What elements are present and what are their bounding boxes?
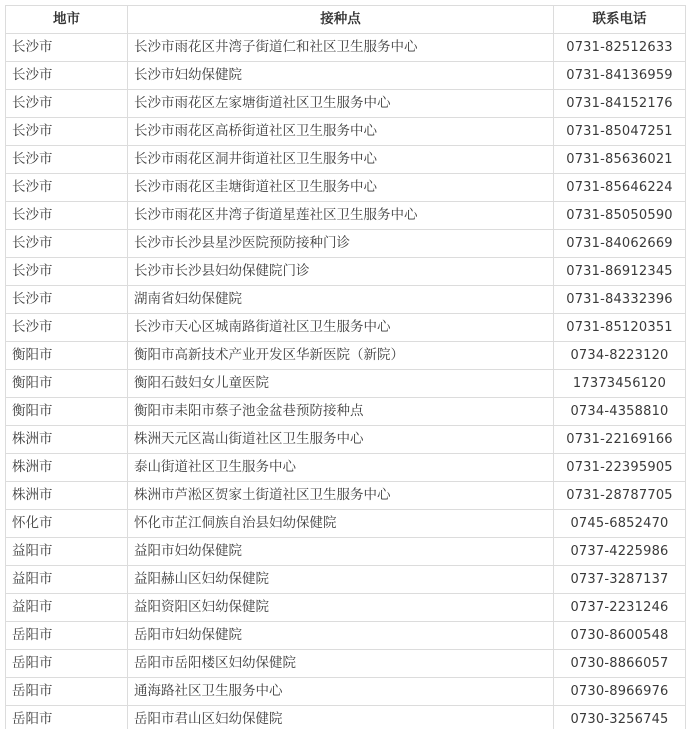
table-row: [6, 426, 686, 454]
cell-site: 长沙市雨花区高桥街道社区卫生服务中心: [128, 118, 554, 146]
cell-site: 株洲市芦淞区贺家土街道社区卫生服务中心: [128, 482, 554, 510]
cell-city: 长沙市: [6, 314, 128, 342]
table-row: [6, 174, 686, 202]
table-row: [6, 538, 686, 566]
table-row: [6, 202, 686, 230]
cell-city: 长沙市: [6, 34, 128, 62]
cell-city: 岳阳市: [6, 678, 128, 706]
cell-city: 株洲市: [6, 426, 128, 454]
cell-site: 益阳赫山区妇幼保健院: [128, 566, 554, 594]
cell-phone: 0737-4225986: [554, 538, 686, 566]
cell-city: 怀化市: [6, 510, 128, 538]
cell-site: 衡阳市耒阳市蔡子池金盆巷预防接种点: [128, 398, 554, 426]
cell-phone: 0731-85120351: [554, 314, 686, 342]
cell-site: 株洲天元区嵩山街道社区卫生服务中心: [128, 426, 554, 454]
cell-phone: 17373456120: [554, 370, 686, 398]
cell-site: 长沙市妇幼保健院: [128, 62, 554, 90]
column-header-phone: 联系电话: [554, 6, 686, 34]
cell-phone: 0731-22169166: [554, 426, 686, 454]
cell-site: 长沙市雨花区井湾子街道仁和社区卫生服务中心: [128, 34, 554, 62]
table-row: [6, 118, 686, 146]
table-row: [6, 314, 686, 342]
cell-city: 长沙市: [6, 174, 128, 202]
cell-phone: 0731-86912345: [554, 258, 686, 286]
table-row: [6, 90, 686, 118]
cell-phone: 0737-3287137: [554, 566, 686, 594]
table-row: [6, 370, 686, 398]
cell-phone: 0734-4358810: [554, 398, 686, 426]
cell-phone: 0730-8600548: [554, 622, 686, 650]
table-row: [6, 398, 686, 426]
cell-site: 岳阳市君山区妇幼保健院: [128, 706, 554, 729]
cell-city: 衡阳市: [6, 398, 128, 426]
cell-site: 益阳市妇幼保健院: [128, 538, 554, 566]
vaccination-sites-table: [5, 5, 686, 729]
cell-phone: 0730-3256745: [554, 706, 686, 729]
cell-city: 衡阳市: [6, 342, 128, 370]
table-row: [6, 678, 686, 706]
table-row: [6, 650, 686, 678]
cell-site: 长沙市雨花区圭塘街道社区卫生服务中心: [128, 174, 554, 202]
column-header-city: 地市: [6, 6, 128, 34]
cell-site: 长沙市长沙县星沙医院预防接种门诊: [128, 230, 554, 258]
table-row: [6, 342, 686, 370]
cell-site: 湖南省妇幼保健院: [128, 286, 554, 314]
cell-city: 长沙市: [6, 62, 128, 90]
table-row: [6, 706, 686, 729]
cell-site: 衡阳石鼓妇女儿童医院: [128, 370, 554, 398]
cell-city: 益阳市: [6, 566, 128, 594]
cell-phone: 0737-2231246: [554, 594, 686, 622]
cell-phone: 0730-8966976: [554, 678, 686, 706]
table-row: [6, 34, 686, 62]
cell-site: 岳阳市妇幼保健院: [128, 622, 554, 650]
table-header-row: [6, 6, 686, 34]
cell-city: 株洲市: [6, 482, 128, 510]
table-body: [6, 34, 686, 729]
cell-city: 长沙市: [6, 286, 128, 314]
cell-city: 岳阳市: [6, 650, 128, 678]
cell-site: 通海路社区卫生服务中心: [128, 678, 554, 706]
cell-city: 株洲市: [6, 454, 128, 482]
cell-phone: 0731-84136959: [554, 62, 686, 90]
cell-city: 益阳市: [6, 594, 128, 622]
cell-city: 长沙市: [6, 146, 128, 174]
table-row: [6, 622, 686, 650]
cell-phone: 0731-85646224: [554, 174, 686, 202]
table-row: [6, 258, 686, 286]
table-row: [6, 594, 686, 622]
cell-site: 衡阳市高新技术产业开发区华新医院（新院）: [128, 342, 554, 370]
cell-site: 长沙市雨花区左家塘街道社区卫生服务中心: [128, 90, 554, 118]
cell-city: 长沙市: [6, 202, 128, 230]
cell-phone: 0731-22395905: [554, 454, 686, 482]
cell-site: 长沙市长沙县妇幼保健院门诊: [128, 258, 554, 286]
cell-city: 衡阳市: [6, 370, 128, 398]
table-row: [6, 286, 686, 314]
cell-city: 长沙市: [6, 258, 128, 286]
cell-phone: 0731-85636021: [554, 146, 686, 174]
table-row: [6, 482, 686, 510]
table-row: [6, 62, 686, 90]
cell-phone: 0745-6852470: [554, 510, 686, 538]
table-row: [6, 510, 686, 538]
cell-phone: 0730-8866057: [554, 650, 686, 678]
table-row: [6, 454, 686, 482]
cell-city: 岳阳市: [6, 622, 128, 650]
table-row: [6, 566, 686, 594]
cell-site: 泰山街道社区卫生服务中心: [128, 454, 554, 482]
cell-phone: 0731-84332396: [554, 286, 686, 314]
cell-phone: 0731-82512633: [554, 34, 686, 62]
cell-phone: 0731-84152176: [554, 90, 686, 118]
cell-site: 长沙市天心区城南路街道社区卫生服务中心: [128, 314, 554, 342]
cell-site: 益阳资阳区妇幼保健院: [128, 594, 554, 622]
cell-phone: 0731-28787705: [554, 482, 686, 510]
cell-city: 长沙市: [6, 118, 128, 146]
cell-city: 长沙市: [6, 90, 128, 118]
table-row: [6, 146, 686, 174]
cell-phone: 0731-84062669: [554, 230, 686, 258]
cell-phone: 0731-85047251: [554, 118, 686, 146]
cell-site: 岳阳市岳阳楼区妇幼保健院: [128, 650, 554, 678]
column-header-site: 接种点: [128, 6, 554, 34]
cell-city: 益阳市: [6, 538, 128, 566]
cell-site: 怀化市芷江侗族自治县妇幼保健院: [128, 510, 554, 538]
table-row: [6, 230, 686, 258]
cell-phone: 0731-85050590: [554, 202, 686, 230]
cell-site: 长沙市雨花区井湾子街道星莲社区卫生服务中心: [128, 202, 554, 230]
cell-site: 长沙市雨花区洞井街道社区卫生服务中心: [128, 146, 554, 174]
cell-city: 岳阳市: [6, 706, 128, 729]
cell-phone: 0734-8223120: [554, 342, 686, 370]
cell-city: 长沙市: [6, 230, 128, 258]
